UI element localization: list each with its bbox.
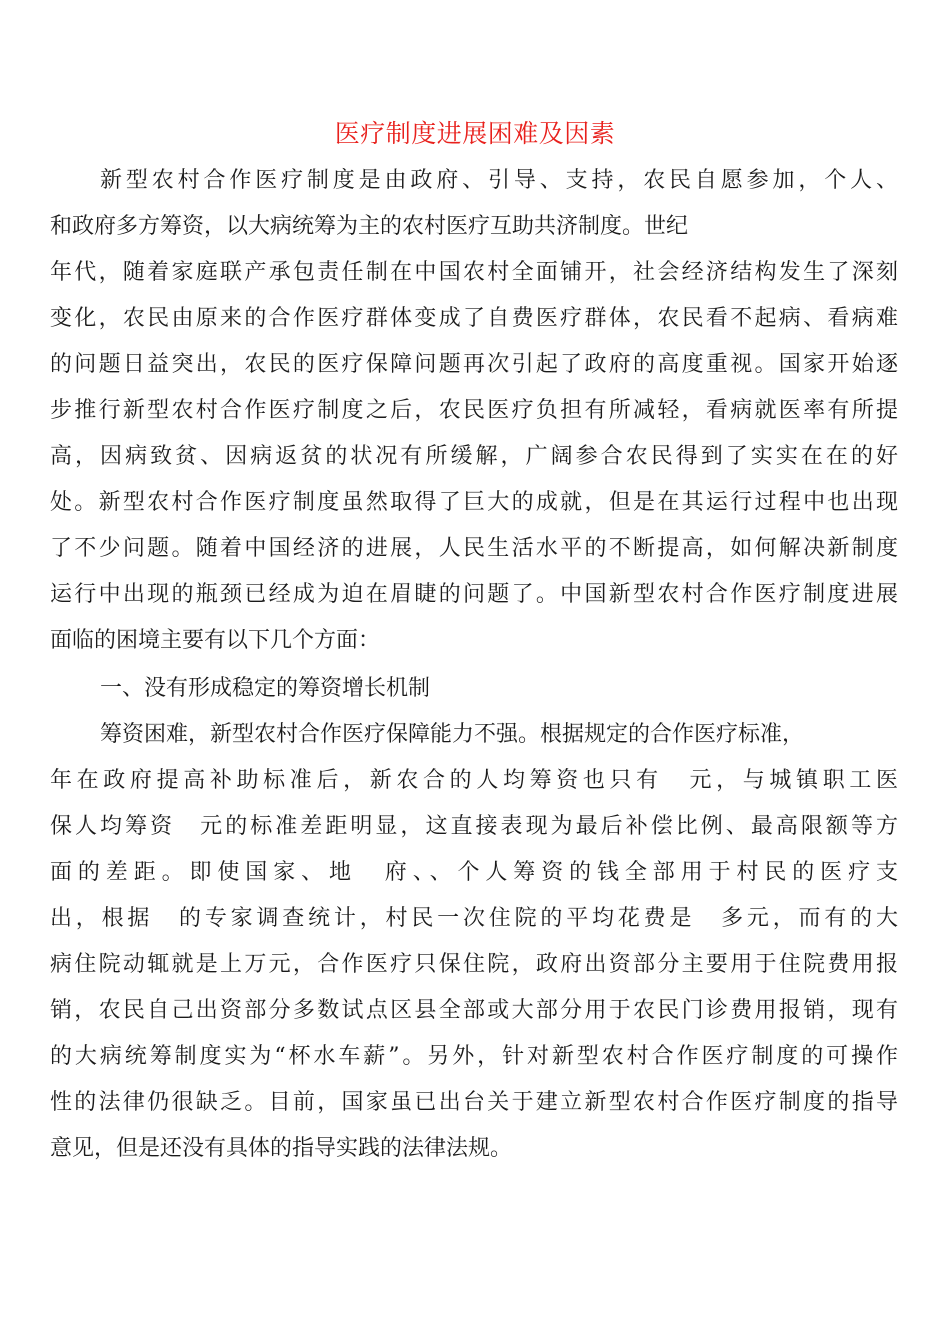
paragraph-line: 变化，农民由原来的合作医疗群体变成了自费医疗群体，农民看不起病、看病难 (50, 306, 898, 331)
paragraph-line: 的问题日益突出，农民的医疗保障问题再次引起了政府的高度重视。国家开始逐 (50, 352, 898, 377)
document-title: 医疗制度进展困难及因素 (334, 119, 616, 148)
paragraph-line: 步推行新型农村合作医疗制度之后，农民医疗负担有所减轻，看病就医率有所提 (50, 398, 898, 423)
paragraph-line: 和政府多方筹资，以大病统筹为主的农村医疗互助共济制度。世纪 (50, 214, 689, 239)
paragraph-line: 面的差距。即使国家、地 府、、个人筹资的钱全部用于村民的医疗支 (50, 860, 898, 885)
paragraph-line: 年在政府提高补助标准后，新农合的人均筹资也只有 元，与城镇职工医 (50, 768, 898, 793)
paragraph-line: 性的法律仍很缺乏。目前，国家虽已出台关于建立新型农村合作医疗制度的指导 (50, 1090, 898, 1115)
paragraph-line: 处。新型农村合作医疗制度虽然取得了巨大的成就，但是在其运行过程中也出现 (50, 490, 898, 515)
paragraph-line: 了不少问题。随着中国经济的进展，人民生活水平的不断提高，如何解决新制度 (50, 536, 898, 561)
paragraph-line: 筹资困难，新型农村合作医疗保障能力不强。根据规定的合作医疗标准， (100, 722, 805, 747)
paragraph-line: 高，因病致贫、因病返贫的状况有所缓解，广阔参合农民得到了实实在在的好 (50, 444, 898, 469)
paragraph-line: 保人均筹资 元的标准差距明显，这直接表现为最后补偿比例、最高限额等方 (50, 814, 898, 839)
section-heading: 一、没有形成稳定的筹资增长机制 (100, 676, 431, 701)
paragraph-line: 意见，但是还没有具体的指导实践的法律法规。 (50, 1136, 513, 1161)
paragraph-line: 新型农村合作医疗制度是由政府、引导、支持，农民自愿参加，个人、 (100, 168, 898, 193)
paragraph-line: 的大病统筹制度实为“杯水车薪”。另外，针对新型农村合作医疗制度的可操作 (50, 1044, 898, 1069)
paragraph-line: 运行中出现的瓶颈已经成为迫在眉睫的问题了。中国新型农村合作医疗制度进展 (50, 582, 898, 607)
paragraph-line: 出，根据 的专家调查统计，村民一次住院的平均花费是 多元，而有的大 (50, 906, 898, 931)
paragraph-line: 年代，随着家庭联产承包责任制在中国农村全面铺开，社会经济结构发生了深刻 (50, 260, 898, 285)
paragraph-line: 病住院动辄就是上万元，合作医疗只保住院，政府出资部分主要用于住院费用报 (50, 952, 898, 977)
paragraph-line: 销，农民自己出资部分多数试点区县全部或大部分用于农民门诊费用报销，现有 (50, 998, 898, 1023)
paragraph-line: 面临的困境主要有以下几个方面： (50, 628, 381, 653)
